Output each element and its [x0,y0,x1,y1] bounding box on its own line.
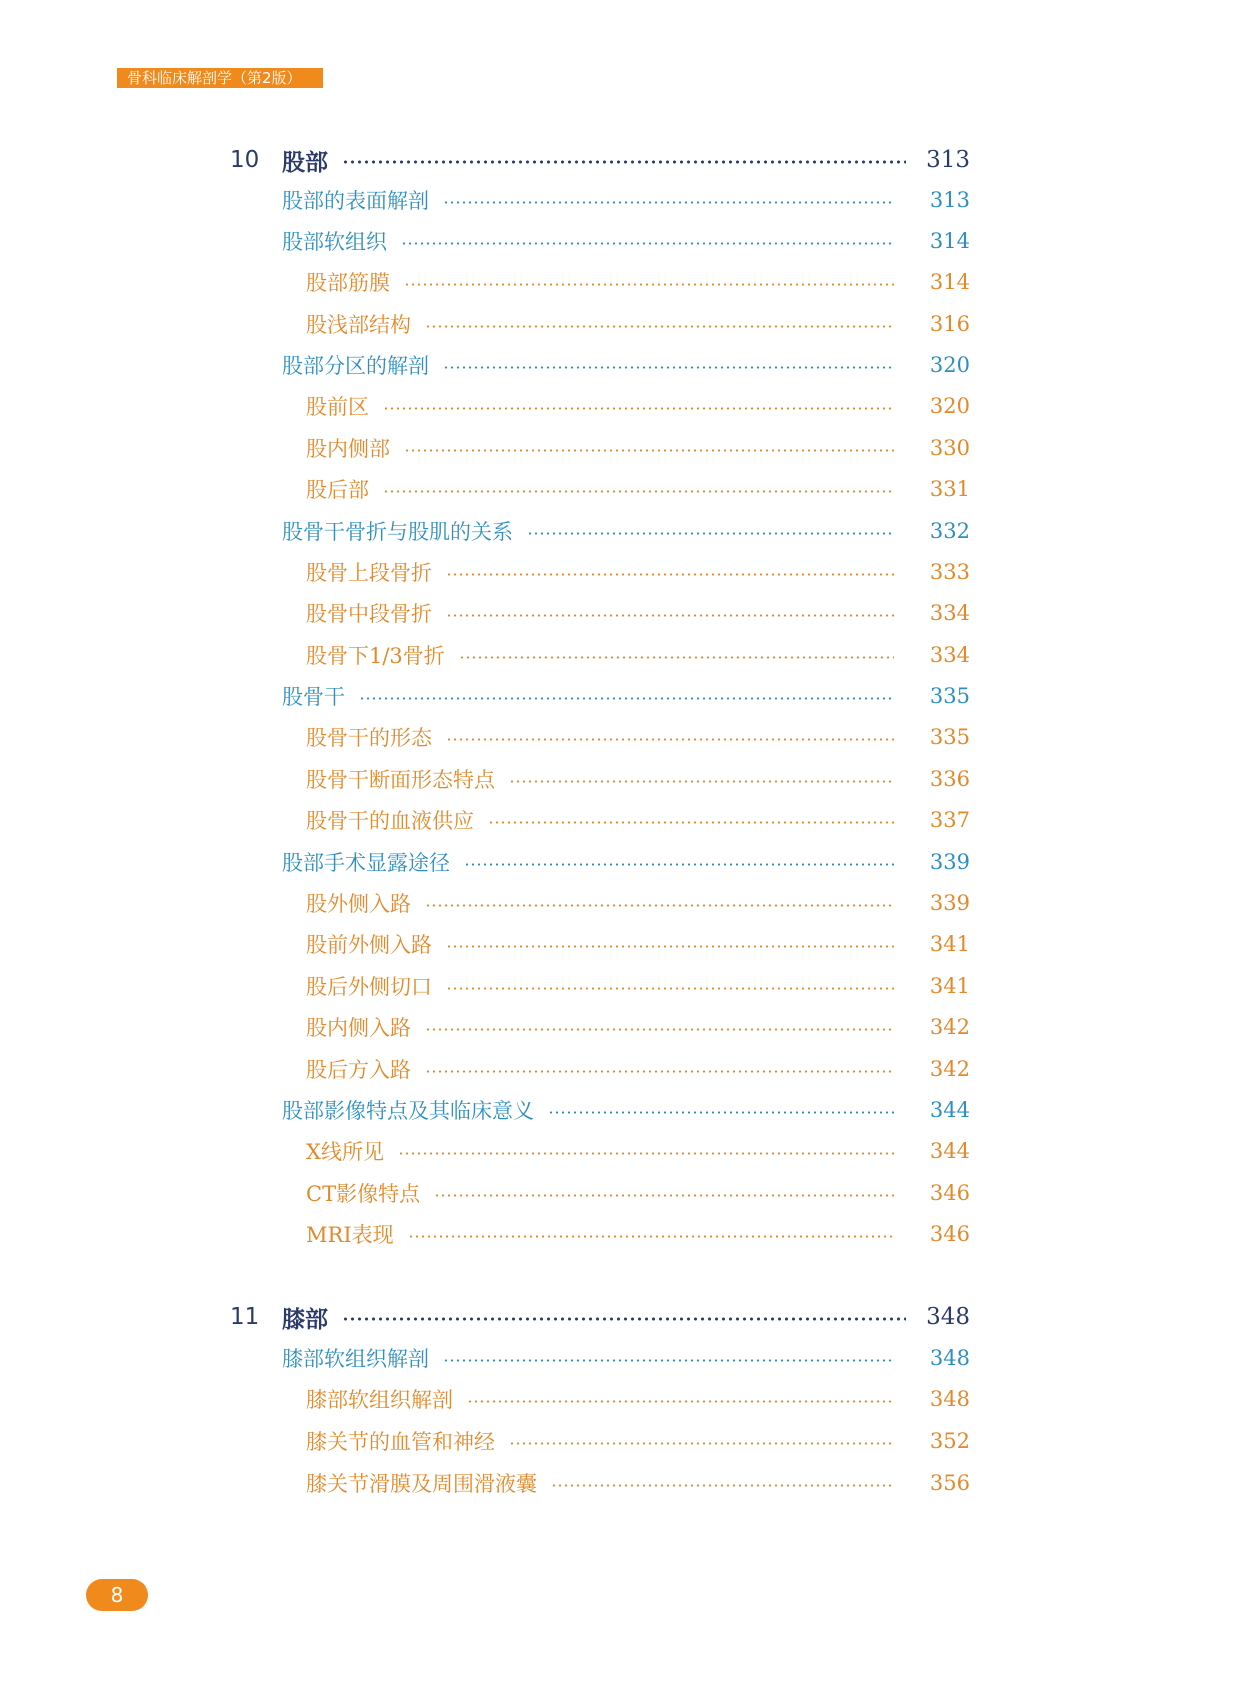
toc-page: 333 [929,560,970,584]
toc-subentry[interactable] [306,1010,970,1044]
dot-leader [459,656,894,659]
toc-title: 股前外侧入路 [306,933,432,957]
dot-leader [488,821,894,824]
toc-entry[interactable] [282,1341,970,1375]
toc-page: 348 [926,1304,970,1330]
toc-subentry[interactable] [306,886,970,920]
toc-subentry[interactable] [306,927,970,961]
toc-page: 339 [929,891,970,915]
toc-page: 339 [929,850,970,874]
toc-subentry[interactable] [306,1424,970,1458]
toc-page: 314 [929,229,970,253]
toc-title: 股内侧部 [306,437,390,461]
toc-title: 股骨干断面形态特点 [306,768,495,792]
toc-title: 股骨上段骨折 [306,561,432,585]
dot-leader [446,987,894,990]
toc-entry[interactable] [282,679,970,713]
dot-leader [383,407,894,410]
toc-title: 股部软组织 [282,230,387,254]
toc-page: 341 [929,932,970,956]
toc-subentry[interactable] [306,803,970,837]
toc-title: 股浅部结构 [306,313,411,337]
dot-leader [425,904,894,907]
toc-title: 股前区 [306,395,369,419]
toc-title: 股骨下1/3骨折 [306,644,445,668]
toc-page: 335 [929,684,970,708]
toc-title: CT影像特点 [306,1182,421,1206]
toc-title: 股部筋膜 [306,271,390,295]
toc-page: 348 [929,1387,970,1411]
dot-leader [425,1028,894,1031]
toc-title: 股部 [282,148,328,176]
toc-page: 346 [929,1181,970,1205]
toc-title: 股后方入路 [306,1058,411,1082]
toc-subentry[interactable] [306,1466,970,1500]
toc-subentry[interactable] [306,762,970,796]
chapter-number: 10 [230,147,260,173]
dot-leader [425,1070,894,1073]
toc-title: 股骨干 [282,685,345,709]
toc-page: 335 [929,725,970,749]
toc-title: 膝关节的血管和神经 [306,1430,495,1454]
dot-leader [446,573,894,576]
toc-subentry[interactable] [306,720,970,754]
dot-leader [509,780,894,783]
dot-leader [398,1152,894,1155]
dot-leader [446,614,894,617]
toc-title: 股外侧入路 [306,892,411,916]
toc-subentry[interactable] [306,1052,970,1086]
toc-title: 股骨干的形态 [306,726,432,750]
toc-page: 336 [929,767,970,791]
page-number-badge: 8 [86,1579,148,1611]
book-title-tag: 骨科临床解剖学（第2版） [117,68,323,88]
toc-chapter-11[interactable] [230,1300,970,1334]
toc-page: 342 [929,1015,970,1039]
dot-leader [443,201,894,204]
toc-subentry[interactable] [306,1382,970,1416]
dot-leader [404,283,894,286]
toc-subentry[interactable] [306,1217,970,1251]
toc-title: 膝部软组织解剖 [282,1347,429,1371]
toc-title: 股内侧入路 [306,1016,411,1040]
toc-page: 348 [929,1346,970,1370]
dot-leader [548,1111,894,1114]
toc-page: 344 [929,1098,970,1122]
toc-page: 356 [929,1471,970,1495]
toc-title: 膝部 [282,1305,328,1333]
dot-leader [551,1484,894,1487]
toc-page: 334 [929,601,970,625]
toc-title: 股骨干骨折与股肌的关系 [282,520,513,544]
toc-page: 330 [929,436,970,460]
dot-leader [434,1194,894,1197]
dot-leader [425,325,894,328]
toc-page: 352 [929,1429,970,1453]
toc-subentry[interactable] [306,389,970,423]
toc-entry[interactable] [282,224,970,258]
dot-leader [359,697,894,700]
toc-entry[interactable] [282,845,970,879]
toc-title: X线所见 [306,1140,384,1164]
toc-page: 334 [929,643,970,667]
toc-title: 股部分区的解剖 [282,354,429,378]
toc-subentry[interactable] [306,969,970,1003]
dot-leader [383,490,894,493]
dot-leader [446,945,894,948]
dot-leader [527,532,894,535]
toc-page: 320 [929,353,970,377]
toc-entry[interactable] [282,514,970,548]
toc-title: 股后部 [306,478,369,502]
toc-title: 股骨干的血液供应 [306,809,474,833]
toc-title: 股部手术显露途径 [282,851,450,875]
dot-leader [467,1400,894,1403]
toc-page: 313 [929,188,970,212]
dot-leader [443,366,894,369]
toc-title: MRI表现 [306,1223,394,1247]
dot-leader [509,1442,894,1445]
toc-subentry[interactable] [306,265,970,299]
toc-title: 膝部软组织解剖 [306,1388,453,1412]
toc-title: 股骨中段骨折 [306,602,432,626]
toc-page: 337 [929,808,970,832]
toc-subentry[interactable] [306,307,970,341]
toc-title: 股部的表面解剖 [282,189,429,213]
toc-page: 313 [926,147,970,173]
toc-subentry[interactable] [306,638,970,672]
toc-entry[interactable] [282,1093,970,1127]
toc-page: 331 [929,477,970,501]
toc-page: 320 [929,394,970,418]
toc-page: 332 [929,519,970,543]
dot-leader [443,1359,894,1362]
toc-title: 股后外侧切口 [306,975,432,999]
toc-subentry[interactable] [306,431,970,465]
toc-title: 膝关节滑膜及周围滑液囊 [306,1472,537,1496]
toc-subentry[interactable] [306,555,970,589]
dot-leader [401,242,894,245]
dot-leader [408,1235,894,1238]
toc-page: 341 [929,974,970,998]
toc-entry[interactable] [282,183,970,217]
toc-page: 316 [929,312,970,336]
chapter-number: 11 [230,1304,260,1330]
toc-entry[interactable] [282,348,970,382]
toc-chapter-10[interactable] [230,143,970,177]
toc-subentry[interactable] [306,472,970,506]
toc-page: 344 [929,1139,970,1163]
toc-page: 346 [929,1222,970,1246]
dot-leader [404,449,894,452]
dot-leader [446,738,894,741]
toc-title: 股部影像特点及其临床意义 [282,1099,534,1123]
toc-subentry[interactable] [306,1134,970,1168]
toc-page: 342 [929,1057,970,1081]
dot-leader [464,863,894,866]
toc-page: 314 [929,270,970,294]
dot-leader [342,1317,906,1321]
dot-leader [342,160,906,164]
toc-subentry[interactable] [306,1176,970,1210]
toc-subentry[interactable] [306,596,970,630]
